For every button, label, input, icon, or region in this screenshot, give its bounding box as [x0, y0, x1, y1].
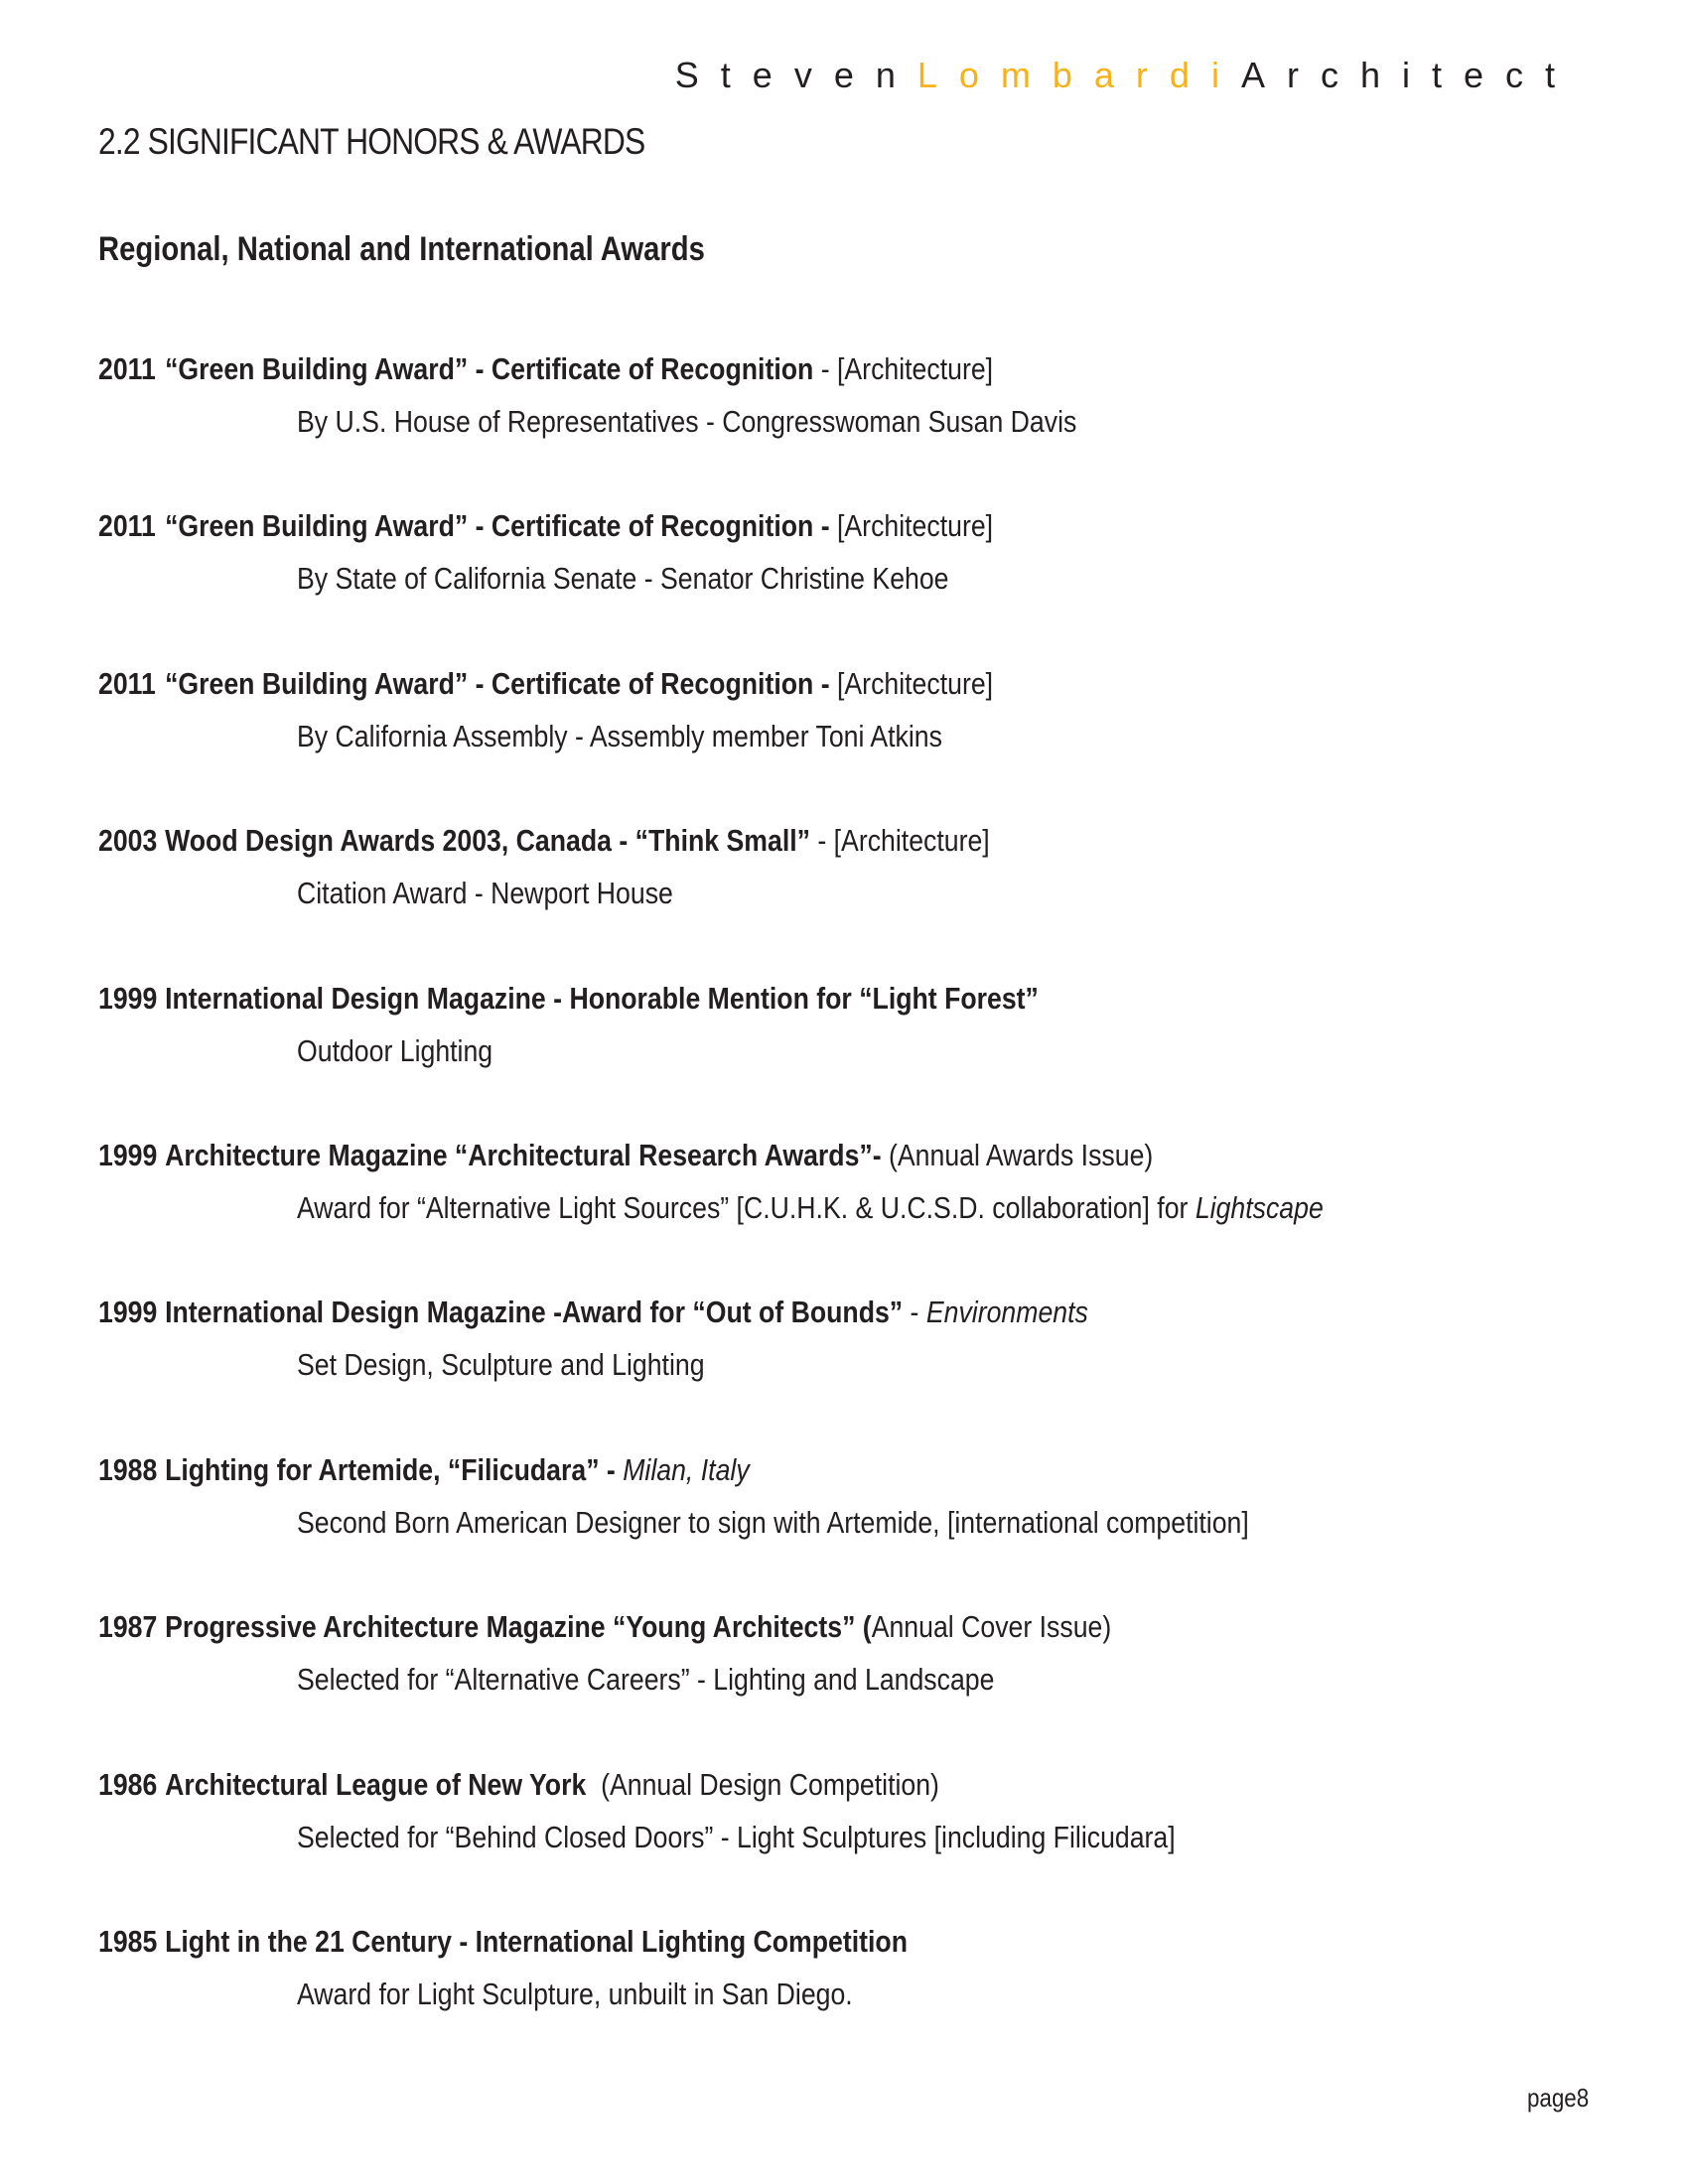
awards-list [98, 349, 1588, 2079]
award-detail [297, 1975, 853, 2014]
section-title: 2.2 SIGNIFICANT HONORS & AWARDS [98, 121, 645, 162]
award-title-note: [Architecture] [829, 665, 994, 701]
award-title-note: (Annual Awards Issue) [881, 1137, 1154, 1172]
award-detail-italic: Lightscape [1195, 1189, 1324, 1225]
award-year: 2011 [98, 351, 156, 386]
award-title: Architectural League of New York [165, 1766, 587, 1802]
award-item [98, 506, 1588, 663]
award-heading [98, 349, 993, 389]
award-item [98, 979, 1588, 1136]
award-heading [98, 506, 993, 546]
award-heading [98, 1607, 1111, 1647]
award-title: International Design Magazine - Honorable Mention for “Light Forest” [165, 980, 1039, 1016]
award-title: Lighting for Artemide, “Filicudara” - [165, 1451, 616, 1487]
award-title: Light in the 21 Century - International Lighting Competition [165, 1923, 909, 1959]
award-detail [297, 1818, 1176, 1857]
award-year: 1986 [98, 1766, 158, 1802]
award-title: “Green Building Award” - Certificate of Recognition - [165, 665, 830, 701]
award-year: 1987 [98, 1609, 158, 1645]
award-detail [297, 874, 673, 913]
award-year: 1999 [98, 1137, 158, 1172]
award-detail-text: Award for Light Sculpture, unbuilt in San Diego. [297, 1976, 853, 2011]
award-title: Progressive Architecture Magazine “Young Architects” ( [165, 1609, 872, 1645]
award-title: “Green Building Award” - Certificate of Recognition - [165, 508, 830, 544]
award-title: “Green Building Award” - Certificate of Recognition [165, 351, 814, 386]
award-detail-text: By California Assembly - Assembly member Toni Atkins [297, 718, 942, 753]
award-detail [297, 559, 949, 599]
award-detail [297, 1031, 492, 1071]
award-item [98, 1922, 1588, 2079]
award-title: International Design Magazine -Award for “Out of Bounds” [165, 1295, 904, 1330]
award-detail-text: By State of California Senate - Senator Christine Kehoe [297, 561, 949, 597]
award-item [98, 1607, 1588, 1764]
award-title-italic: Environments [925, 1295, 1088, 1330]
award-heading [98, 1450, 750, 1490]
award-item [98, 664, 1588, 821]
award-heading [98, 821, 990, 861]
award-heading [98, 1922, 908, 1962]
award-heading [98, 664, 993, 704]
award-detail-text: Set Design, Sculpture and Lighting [297, 1347, 705, 1383]
award-year: 1985 [98, 1923, 158, 1959]
section-subtitle: Regional, National and International Awards [98, 230, 705, 268]
award-detail [297, 1345, 705, 1385]
award-year: 1999 [98, 980, 158, 1016]
award-detail-text: Award for “Alternative Light Sources” [C.U.H.K. & U.C.S.D. collaboration] for [297, 1189, 1196, 1225]
award-year: 1999 [98, 1295, 158, 1330]
award-detail [297, 717, 942, 756]
award-detail-text: Selected for “Behind Closed Doors” - Light Sculptures [including Filicudara] [297, 1819, 1176, 1854]
award-detail-text: Citation Award - Newport House [297, 876, 673, 911]
award-title-note: - [Architecture] [813, 351, 994, 386]
award-year: 2011 [98, 508, 156, 544]
award-heading [98, 979, 1039, 1019]
award-item [98, 821, 1588, 978]
award-item [98, 1136, 1588, 1293]
award-title-note: - [Architecture] [809, 823, 990, 859]
award-title-note: (Annual Design Competition) [586, 1766, 939, 1802]
award-heading [98, 1136, 1153, 1175]
award-detail-text: By U.S. House of Representatives - Congresswoman Susan Davis [297, 404, 1077, 439]
award-item [98, 349, 1588, 506]
award-year: 2003 [98, 823, 158, 859]
award-title: Wood Design Awards 2003, Canada - “Think Small” [165, 823, 810, 859]
brand-last-name: Lombardi [916, 55, 1241, 95]
award-item [98, 1450, 1588, 1607]
brand-first-name: Steven [674, 55, 917, 95]
page-number: page8 [1527, 2083, 1590, 2113]
award-detail-text: Second Born American Designer to sign with Artemide, [international competition] [297, 1504, 1249, 1540]
award-heading [98, 1293, 1088, 1332]
brand-profession: Architect [1240, 55, 1577, 95]
award-title-note: Annual Cover Issue) [871, 1609, 1112, 1645]
award-detail [297, 402, 1076, 442]
award-detail [297, 1660, 994, 1700]
brand-header [674, 55, 1577, 95]
award-title-italic: Milan, Italy [623, 1451, 750, 1487]
award-year: 1988 [98, 1451, 158, 1487]
award-heading [98, 1765, 939, 1805]
award-year: 2011 [98, 665, 156, 701]
award-item [98, 1293, 1588, 1449]
award-title-note: - [903, 1295, 926, 1330]
award-title-note: [Architecture] [829, 508, 994, 544]
award-detail [297, 1503, 1249, 1543]
award-title: Architecture Magazine “Architectural Research Awards”- [165, 1137, 882, 1172]
award-detail-text: Selected for “Alternative Careers” - Lighting and Landscape [297, 1662, 995, 1698]
award-detail-text: Outdoor Lighting [297, 1032, 493, 1068]
award-detail [297, 1188, 1324, 1228]
award-item [98, 1765, 1588, 1922]
